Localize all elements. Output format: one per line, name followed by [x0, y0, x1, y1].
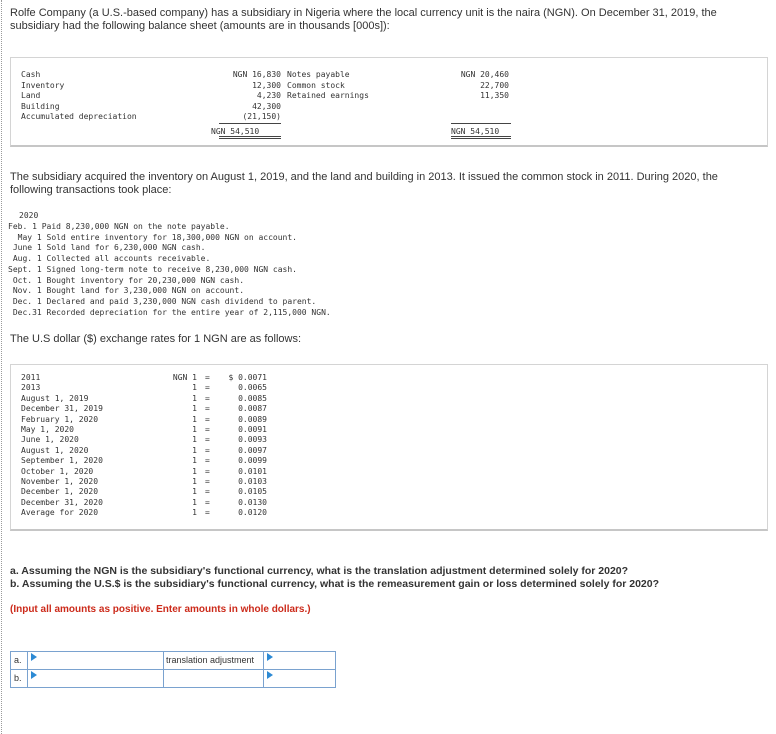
rate-ngn: 1 — [192, 477, 197, 486]
answer-row-a — [10, 651, 336, 670]
rate-date: December 31, 2020 — [21, 497, 103, 507]
rate-date: October 1, 2020 — [21, 466, 94, 476]
bs-left-value: 4,230 — [256, 91, 281, 100]
rate-eq: = — [205, 393, 210, 403]
rate-ngn: NGN 1 — [172, 373, 197, 382]
flag-icon — [31, 671, 37, 679]
rate-usd: 0.0085 — [238, 393, 267, 403]
rate-date: February 1, 2020 — [21, 414, 99, 424]
bs-right-label: Common stock — [287, 80, 345, 90]
rate-ngn: 1 — [192, 414, 197, 424]
bs-left-label: Building — [21, 101, 60, 111]
rate-ngn: 1 — [192, 487, 197, 497]
rate-usd: 0.0099 — [238, 456, 267, 466]
rate-ngn: 1 — [192, 425, 197, 434]
rate-usd: 0.0130 — [238, 497, 267, 507]
rate-ngn: 1 — [192, 508, 197, 518]
rate-usd: 0.0091 — [238, 425, 267, 434]
bs-left-value: 12,300 — [252, 80, 281, 90]
rate-usd: 0.0093 — [238, 435, 267, 445]
answer-row-b — [10, 669, 336, 688]
right-total-double-rule-1 — [451, 136, 511, 137]
answer-a-label: a. — [11, 652, 28, 669]
rate-usd: 0.0103 — [238, 477, 267, 486]
exchange-rates-box — [10, 364, 768, 531]
transaction-item: Aug. 1 Collected all accounts receivable. — [8, 254, 211, 264]
bs-left-value: (21,150) — [242, 112, 281, 121]
question-a: a. Assuming the NGN is the subsidiary's functional currency, what is the translation adjustment determined solely for 2020? — [10, 565, 629, 577]
rate-eq: = — [205, 425, 210, 434]
rate-date: December 31, 2019 — [21, 404, 103, 414]
rate-eq: = — [205, 435, 210, 445]
rate-eq: = — [205, 373, 210, 382]
rate-date: August 1, 2019 — [21, 393, 89, 403]
rate-usd: 0.0087 — [238, 404, 267, 414]
rate-eq: = — [205, 477, 210, 486]
bs-right-label: Notes payable — [287, 70, 350, 79]
answer-b-description — [164, 670, 264, 687]
rate-ngn: 1 — [192, 435, 197, 445]
transaction-item: Dec. 1 Declared and paid 3,230,000 NGN cash dividend to parent. — [8, 296, 317, 306]
rate-eq: = — [205, 508, 210, 518]
bs-right-label: Retained earnings — [287, 91, 369, 100]
left-total-double-rule-1 — [219, 136, 281, 137]
left-total: NGN 54,510 — [211, 127, 260, 136]
rate-ngn: 1 — [192, 445, 197, 455]
rate-ngn: 1 — [192, 383, 197, 393]
rate-date: November 1, 2020 — [21, 477, 99, 486]
rate-usd: 0.0105 — [238, 487, 267, 497]
flag-icon — [31, 653, 37, 661]
transaction-item: Nov. 1 Bought land for 3,230,000 NGN on account. — [8, 286, 245, 296]
balance-sheet-box — [10, 57, 768, 147]
rate-ngn: 1 — [192, 404, 197, 414]
bs-left-label: Cash — [21, 70, 41, 79]
answer-a-input[interactable] — [265, 652, 335, 669]
rate-eq: = — [205, 497, 210, 507]
rate-date: September 1, 2020 — [21, 456, 103, 466]
flag-icon — [267, 671, 273, 679]
rate-ngn: 1 — [192, 466, 197, 476]
rate-date: December 1, 2020 — [21, 487, 99, 497]
rate-date: May 1, 2020 — [21, 425, 74, 434]
bs-right-value: 22,700 — [480, 80, 509, 90]
left-total-rule — [219, 123, 281, 124]
rate-ngn: 1 — [192, 456, 197, 466]
rate-eq: = — [205, 456, 210, 466]
rate-eq: = — [205, 414, 210, 424]
answer-b-input[interactable] — [265, 670, 335, 687]
transaction-item: Oct. 1 Bought inventory for 20,230,000 NGN cash. — [8, 275, 245, 285]
rate-usd: 0.0120 — [238, 508, 267, 518]
transaction-item: Feb. 1 Paid 8,230,000 NGN on the note payable. — [8, 222, 230, 231]
rates-intro: The U.S dollar ($) exchange rates for 1 NGN are as follows: — [10, 333, 302, 345]
answer-b-label: b. — [11, 670, 28, 687]
rate-date: 2011 — [21, 373, 41, 382]
left-total-double-rule-2 — [219, 138, 281, 139]
answer-a-select[interactable] — [29, 652, 164, 669]
transaction-item: Sept. 1 Signed long-term note to receive 8,230,000 NGN cash. — [8, 264, 297, 274]
rate-usd: $ 0.0071 — [228, 373, 267, 382]
bs-left-label: Land — [21, 91, 41, 100]
rate-eq: = — [205, 445, 210, 455]
answer-b-select[interactable] — [29, 670, 164, 687]
mid-paragraph: The subsidiary acquired the inventory on August 1, 2019, and the land and building in 2013. It issued the common stock in 2011. During 2020, the following transactions took place: — [10, 171, 718, 196]
rate-date: 2013 — [21, 383, 41, 393]
right-total-rule — [451, 123, 511, 124]
rate-eq: = — [205, 487, 210, 497]
intro-paragraph: Rolfe Company (a U.S.-based company) has a subsidiary in Nigeria where the local currency unit is the naira (NGN). On December 31, 2019, the subsidiary had the following balance sheet (amounts are in thousands [000s]): — [10, 7, 717, 32]
rate-usd: 0.0097 — [238, 445, 267, 455]
bs-left-value: 42,300 — [252, 101, 281, 111]
left-dotted-border — [1, 0, 2, 734]
rate-date: June 1, 2020 — [21, 435, 79, 445]
transaction-item: June 1 Sold land for 6,230,000 NGN cash. — [8, 243, 206, 253]
rate-eq: = — [205, 404, 210, 414]
rate-eq: = — [205, 466, 210, 476]
rate-usd: 0.0089 — [238, 414, 267, 424]
transaction-item: Dec.31 Recorded depreciation for the entire year of 2,115,000 NGN. — [8, 307, 331, 317]
rate-usd: 0.0101 — [238, 466, 267, 476]
right-total-double-rule-2 — [451, 138, 511, 139]
rate-ngn: 1 — [192, 497, 197, 507]
right-total: NGN 54,510 — [451, 127, 500, 136]
rate-date: August 1, 2020 — [21, 445, 89, 455]
bs-right-value: NGN 20,460 — [460, 70, 509, 79]
question-b: b. Assuming the U.S.$ is the subsidiary's functional currency, what is the remeasurement gain or loss determined solely for 2020? — [10, 578, 660, 590]
bs-left-label: Accumulated depreciation — [21, 112, 137, 121]
answer-a-description: translation adjustment — [164, 652, 264, 669]
rate-date: Average for 2020 — [21, 508, 99, 518]
rate-ngn: 1 — [192, 393, 197, 403]
transaction-item: May 1 Sold entire inventory for 18,300,000 NGN on account. — [8, 232, 297, 242]
instruction-text: (Input all amounts as positive. Enter amounts in whole dollars.) — [10, 604, 311, 615]
bs-left-value: NGN 16,830 — [232, 70, 281, 79]
bs-left-label: Inventory — [21, 80, 65, 90]
rate-eq: = — [205, 383, 210, 393]
flag-icon — [267, 653, 273, 661]
transactions-year: 2020 — [19, 211, 39, 220]
rate-usd: 0.0065 — [238, 383, 267, 393]
bs-right-value: 11,350 — [480, 91, 509, 100]
